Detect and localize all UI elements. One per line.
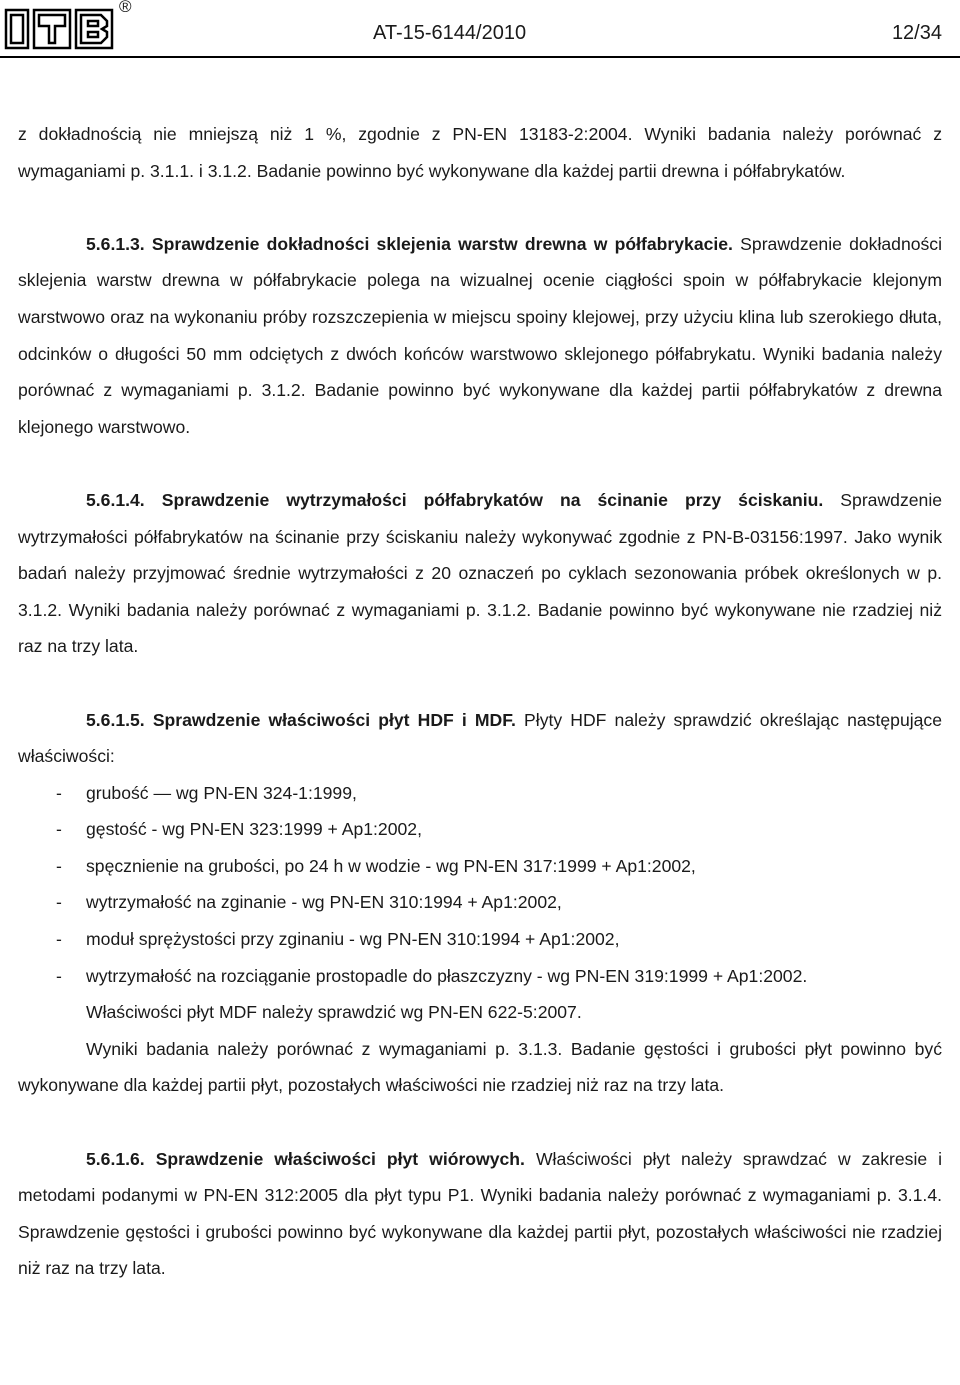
- mdf-note: Właściwości płyt MDF należy sprawdzić wg PN-EN 622-5:2007.: [86, 1002, 582, 1023]
- section-5615-text: Płyty HDF należy sprawdzić określając następujące właściwości:: [18, 709, 942, 767]
- section-5614-number: 5.6.1.4.: [86, 489, 145, 510]
- list-item: - grubość — wg PN-EN 324-1:1999,: [56, 782, 357, 803]
- intro-paragraph: z dokładnością nie mniejszą niż 1 %, zgodnie z PN-EN 13183-2:2004. Wyniki badania należy porównać z wymaganiami p. 3.1.1. i 3.1.2. Badanie powinno być wykonywane dla każdej partii drewna i półfabrykatów.: [18, 124, 942, 181]
- itb-logo: [4, 6, 134, 50]
- section-5615: [18, 702, 942, 775]
- section-5616-number: 5.6.1.6.: [86, 1148, 145, 1169]
- section-5615-title: Sprawdzenie właściwości płyt HDF i MDF.: [152, 709, 516, 730]
- list-item: - moduł sprężystości przy zginaniu - wg PN-EN 310:1994 + Ap1:2002,: [56, 929, 620, 950]
- document-id: AT-15-6144/2010: [373, 22, 527, 44]
- section-5616: [18, 1141, 942, 1287]
- section-5613-number: 5.6.1.3.: [86, 233, 145, 254]
- section-5616-title: Sprawdzenie właściwości płyt wiórowych.: [155, 1148, 525, 1169]
- section-5614-text: Sprawdzenie wytrzymałości półfabrykatów na ścinanie przy ściskaniu należy wykonywać zgodnie z PN-B-03156:1997. Jako wynik badań należy przyjmować średnie wytrzymałości z 20 oznaczeń po cyklach sezonowania próbek określonych w p. 3.1.2. Wyniki badania należy porównać z wymaganiami p. 3.1.2. Badanie powinno być wykonywane nie rzadziej niż raz na trzy lata.: [18, 489, 943, 657]
- section-5616-text: Właściwości płyt należy sprawdzać w zakresie i metodami podanymi w PN-EN 312:2005 dla płyt typu P1. Wyniki badania należy porównać z wymaganiami p. 3.1.4. Sprawdzenie gęstości i grubości powinno być wykonywane dla każdej partii płyt, pozostałych właściwości nie rzadziej niż raz na trzy lata.: [18, 1148, 943, 1279]
- header-divider: [0, 56, 960, 58]
- section-5614-title: Sprawdzenie wytrzymałości półfabrykatów na ścinanie przy ściskaniu.: [161, 489, 824, 510]
- document-body: [18, 116, 942, 1287]
- section-5613-text: Sprawdzenie dokładności sklejenia warstw drewna w półfabrykacie polega na wizualnej ocenie ciągłości spoin w półfabrykacie klejonym warstwowo oraz na wykonaniu próby rozszczepienia w miejscu spoiny klejowej, przy użyciu klina lub szerokiego dłuta, odcinków o długości 50 mm odciętych z dwóch końców warstwowo sklejonego półfabrykatu. Wyniki badania należy porównać z wymaganiami p. 3.1.2. Badanie powinno być wykonywane dla każdej partii półfabrykatów z drewna klejonego warstwowo.: [18, 233, 943, 437]
- list-item: - wytrzymałość na rozciąganie prostopadle do płaszczyzny - wg PN-EN 319:1999 + Ap1:2002.: [56, 965, 808, 986]
- section-5614: [18, 482, 942, 665]
- hdf-results-paragraph: Wyniki badania należy porównać z wymaganiami p. 3.1.3. Badanie gęstości i grubości płyt powinno być wykonywane dla każdej partii płyt, pozostałych właściwości nie rzadziej niż raz na trzy lata.: [18, 1038, 942, 1096]
- page-number: 12/34: [891, 22, 942, 44]
- section-5615-number: 5.6.1.5.: [86, 709, 145, 730]
- section-5613-title: Sprawdzenie dokładności sklejenia warstw drewna w półfabrykacie.: [151, 233, 733, 254]
- section-5613: [18, 226, 942, 446]
- registered-mark: ®: [119, 0, 132, 16]
- list-item: - spęcznienie na grubości, po 24 h w wodzie - wg PN-EN 317:1999 + Ap1:2002,: [56, 855, 696, 876]
- list-item: - wytrzymałość na zginanie - wg PN-EN 310:1994 + Ap1:2002,: [56, 892, 562, 913]
- list-item: - gęstość - wg PN-EN 323:1999 + Ap1:2002,: [56, 819, 422, 840]
- hdf-properties-list: [18, 775, 942, 995]
- page-header: [0, 0, 960, 62]
